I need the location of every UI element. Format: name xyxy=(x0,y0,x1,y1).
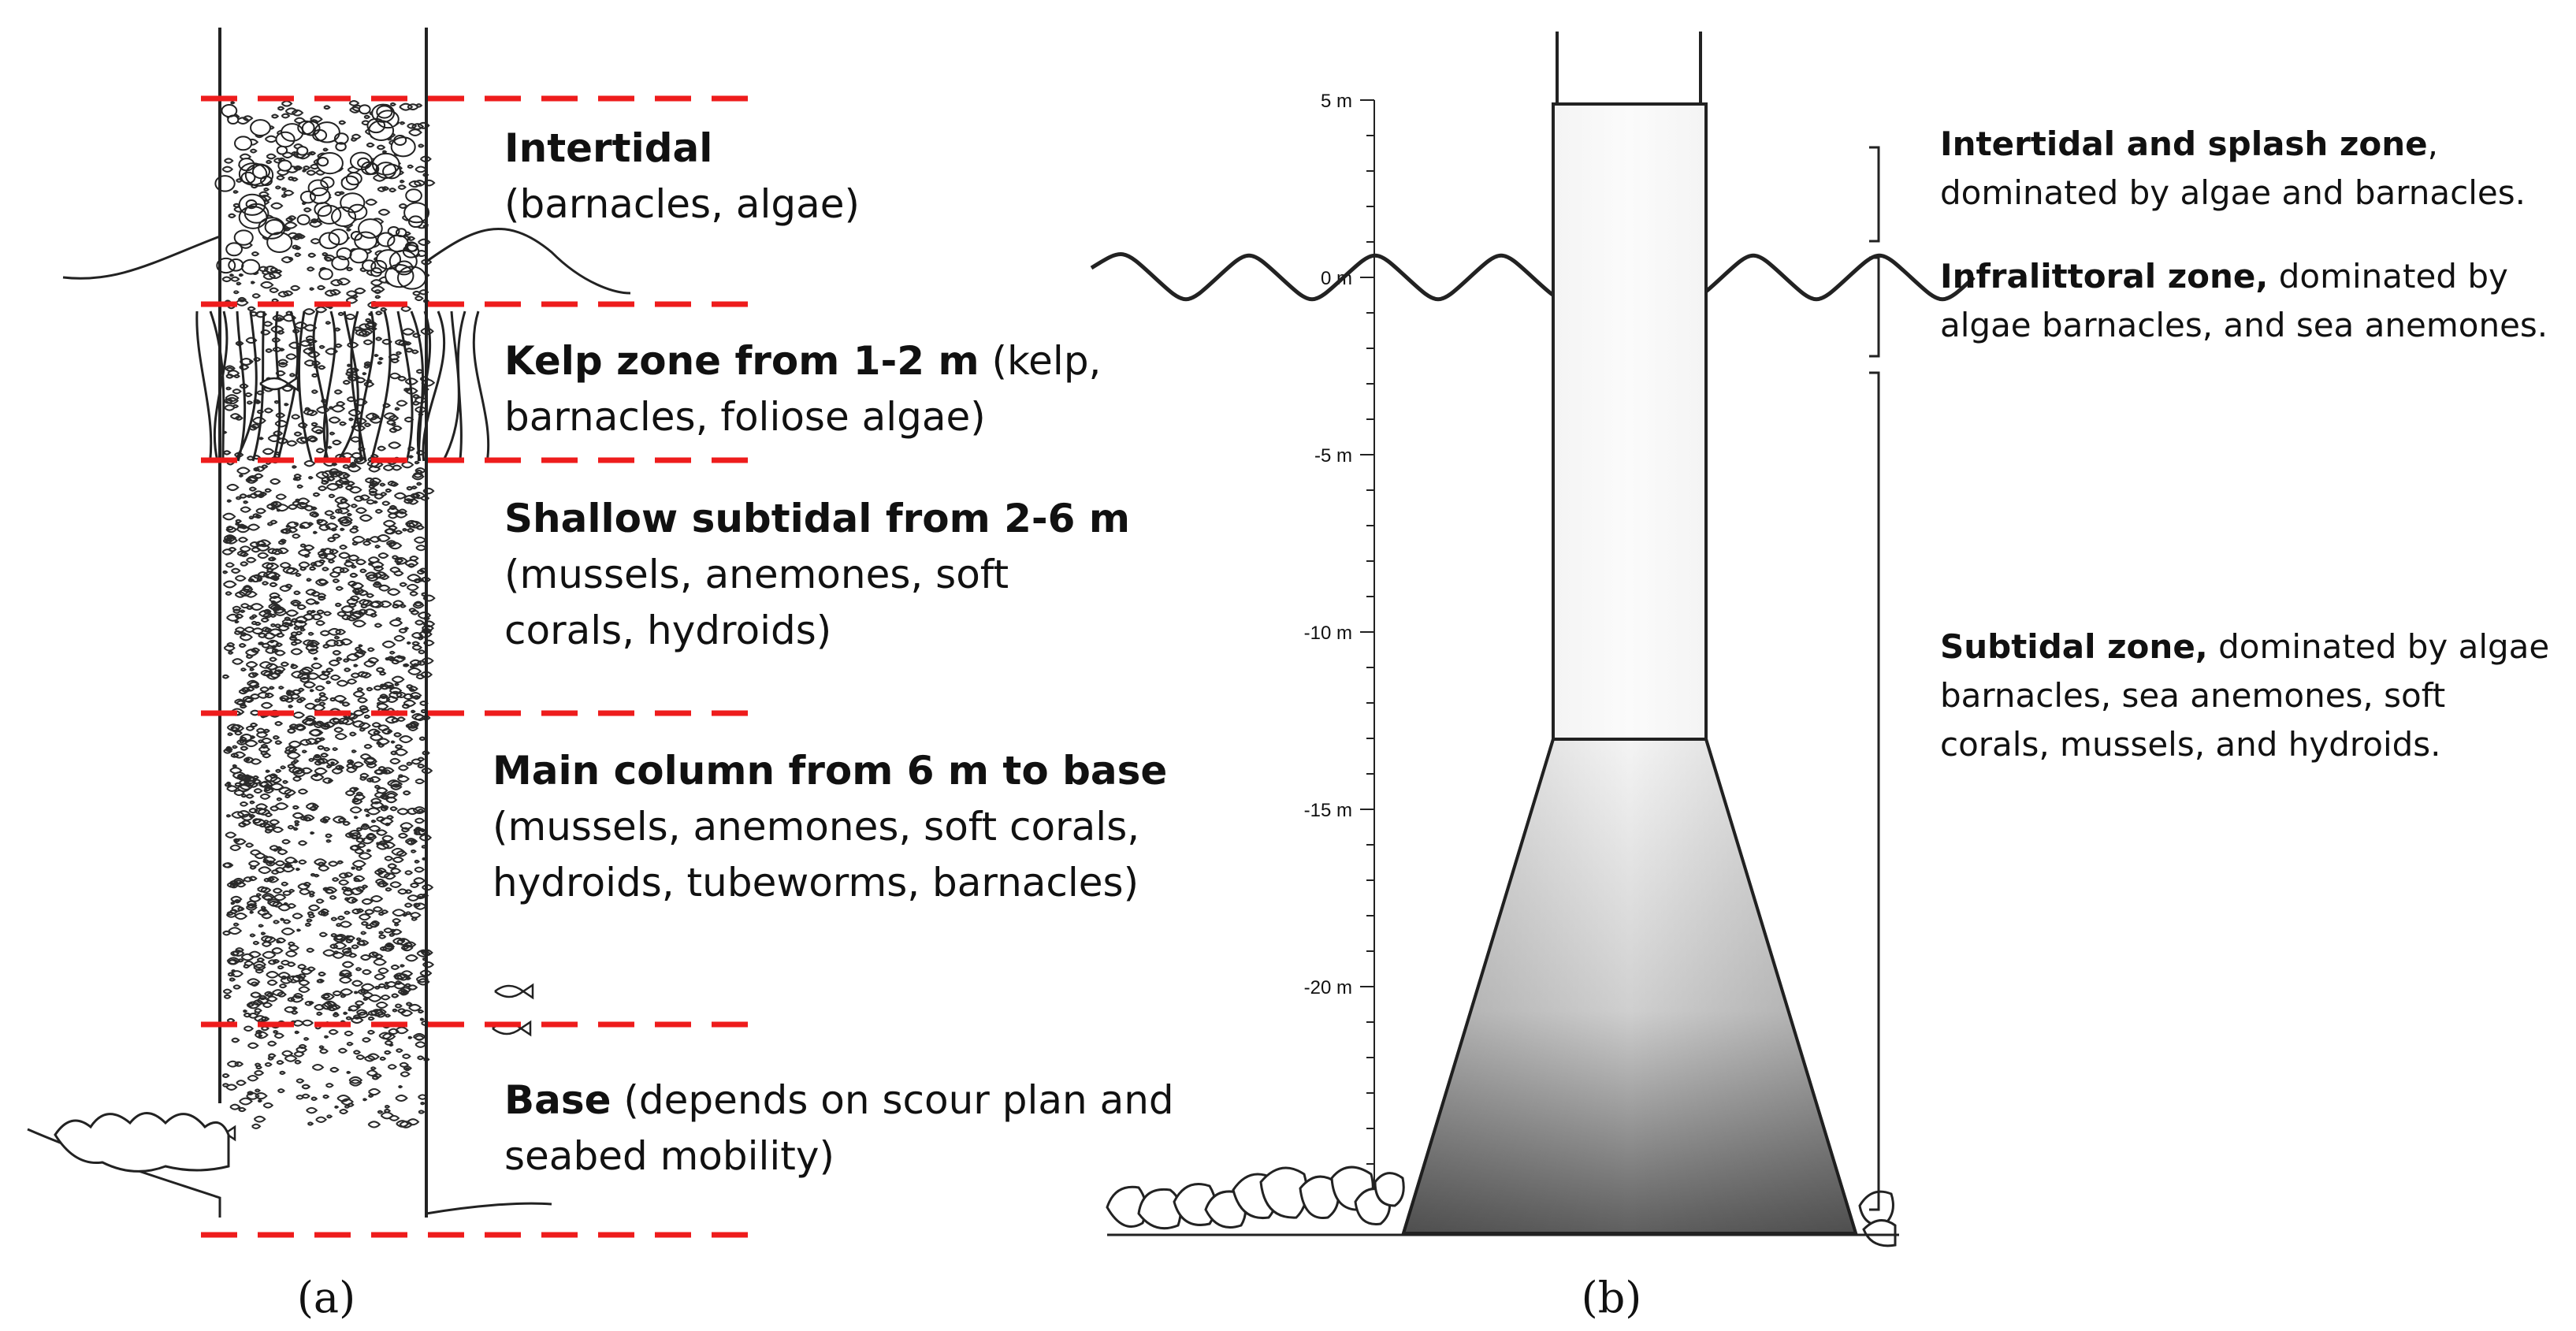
depth-tick-label: -15 m xyxy=(1303,800,1352,821)
zone-title xyxy=(504,1077,1174,1123)
zone-descriptions xyxy=(1940,125,2549,764)
monopile xyxy=(1403,32,1856,1233)
caption-a: (a) xyxy=(296,1273,356,1322)
zone-title xyxy=(493,748,1167,794)
zone-detail-line: seabed mobility) xyxy=(504,1133,835,1179)
column-texture xyxy=(197,101,533,1140)
zone-title-bold: Intertidal and splash zone xyxy=(1940,125,2428,163)
zone-detail-line: barnacles, foliose algae) xyxy=(504,394,986,440)
fish-icon xyxy=(495,985,533,998)
zone-title-bold: Kelp zone from 1-2 m xyxy=(504,338,979,384)
zone-title xyxy=(504,496,1130,541)
zone-detail-line: barnacles, sea anemones, soft xyxy=(1940,676,2446,715)
zone-title xyxy=(1940,627,2549,666)
water-surface-left xyxy=(63,236,220,278)
zone-title-bold: Intertidal xyxy=(504,125,713,171)
scour-rocks xyxy=(55,1114,229,1172)
depth-tick-label: -20 m xyxy=(1303,977,1352,998)
bracket-subtidal xyxy=(1869,373,1879,1210)
panel-b xyxy=(1091,32,2549,1322)
pile-cone-shade xyxy=(1403,739,1856,1233)
zone-title xyxy=(504,125,712,171)
panel-a xyxy=(28,28,1174,1322)
zone-title-bold: Main column from 6 m to base xyxy=(493,748,1168,794)
depth-tick-label: -5 m xyxy=(1314,445,1352,467)
depth-tick-label: -10 m xyxy=(1303,623,1352,644)
zone-detail-line: (mussels, anemones, soft xyxy=(504,552,1009,597)
caption-b: (b) xyxy=(1581,1273,1642,1322)
zone-detail-line: (mussels, anemones, soft corals, xyxy=(493,804,1140,850)
zone-title-bold: Shallow subtidal from 2-6 m xyxy=(504,496,1130,541)
zone-title-suffix: (depends on scour plan and xyxy=(611,1077,1174,1123)
zone-title-suffix: dominated by xyxy=(2268,257,2508,296)
zone-detail-line: corals, hydroids) xyxy=(504,608,832,653)
zone-title-suffix: (kelp, xyxy=(979,338,1102,384)
bracket-intertidal xyxy=(1869,147,1879,241)
zone-detail-line: algae barnacles, and sea anemones. xyxy=(1940,306,2548,344)
zone-brackets xyxy=(1869,147,1879,1210)
zone-title-bold: Base xyxy=(504,1077,611,1123)
zone-title xyxy=(504,338,1101,384)
seabed-right xyxy=(426,1203,552,1214)
zone-title-suffix: , xyxy=(2427,125,2438,163)
zone-title-suffix: dominated by algae xyxy=(2207,627,2550,666)
zone-detail-line: dominated by algae and barnacles. xyxy=(1940,173,2526,212)
water-surface-wave xyxy=(1091,255,1974,299)
zone-title-bold: Infralittoral zone, xyxy=(1940,257,2269,296)
depth-tick-label: 0 m xyxy=(1320,268,1352,289)
barnacle-cobble xyxy=(215,105,429,289)
zone-detail-line: corals, mussels, and hydroids. xyxy=(1940,725,2441,764)
zone-title-bold: Subtidal zone, xyxy=(1940,627,2208,666)
bracket-infralittoral xyxy=(1869,258,1879,356)
depth-tick-label: 5 m xyxy=(1320,91,1352,112)
zone-title xyxy=(1940,257,2508,296)
zone-detail-line: hydroids, tubeworms, barnacles) xyxy=(493,860,1139,905)
zone-title xyxy=(1940,125,2438,163)
zone-detail-line: (barnacles, algae) xyxy=(504,181,861,227)
water-surface-right xyxy=(426,229,630,293)
